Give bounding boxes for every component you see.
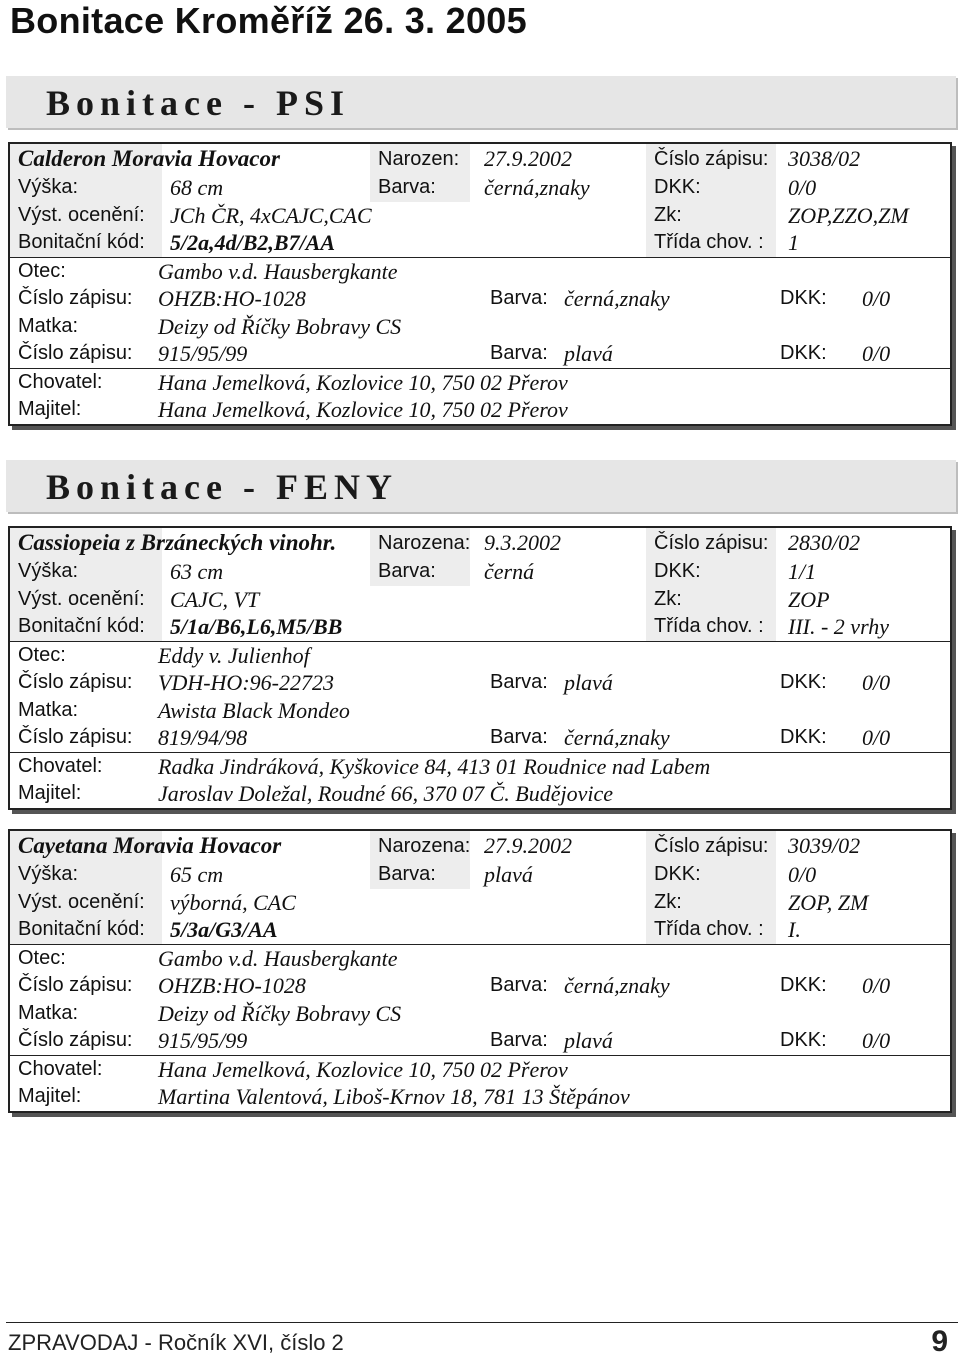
owner-label: Majitel: xyxy=(18,782,82,804)
dog-main-info xyxy=(10,144,950,257)
born-label: Narozen: xyxy=(378,148,460,170)
father-dkk-label: DKK: xyxy=(780,671,827,693)
father-color-label: Barva: xyxy=(490,671,548,693)
class-value: III. - 2 vrhy xyxy=(788,614,889,639)
dog-name: Calderon Moravia Hovacor xyxy=(18,146,280,171)
color-label: Barva: xyxy=(378,863,436,885)
code-value: 5/1a/B6,L6,M5/BB xyxy=(170,614,343,639)
dog-parents xyxy=(10,944,950,1055)
class-label: Třída chov. : xyxy=(654,615,764,637)
breeder-label: Chovatel: xyxy=(18,370,103,393)
father-dkk-value: 0/0 xyxy=(862,286,891,311)
mother-dkk-label: DKK: xyxy=(780,1029,827,1051)
awards-value: JCh ČR, 4xCAJC,CAC xyxy=(170,202,372,228)
mother-dkk-value: 0/0 xyxy=(862,341,891,366)
section-heading-males xyxy=(6,76,956,128)
reg-value: 3038/02 xyxy=(788,146,861,171)
dog-owners xyxy=(10,1055,950,1111)
footer-divider xyxy=(6,1322,958,1323)
height-label: Výška: xyxy=(18,176,79,198)
father-reg-value: VDH-HO:96-22723 xyxy=(158,670,334,695)
mother-value: Deizy od Říčky Bobravy CS xyxy=(158,1000,402,1026)
father-value: Gambo v.d. Hausbergkante xyxy=(158,258,398,284)
breeder-value: Hana Jemelková, Kozlovice 10, 750 02 Přerov xyxy=(158,1056,568,1082)
mother-reg-value: 915/95/99 xyxy=(158,341,248,366)
breeder-value: Hana Jemelková, Kozlovice 10, 750 02 Přerov xyxy=(158,369,568,395)
code-label: Bonitační kód: xyxy=(18,615,145,637)
height-label: Výška: xyxy=(18,560,79,582)
dkk-value: 0/0 xyxy=(788,862,817,887)
born-value: 27.9.2002 xyxy=(484,833,572,858)
height-label: Výška: xyxy=(18,863,79,885)
mother-label: Matka: xyxy=(18,698,79,721)
reg-value: 2830/02 xyxy=(788,530,861,555)
zk-label: Zk: xyxy=(654,587,682,610)
color-value: plavá xyxy=(484,862,533,887)
footer-publication: ZPRAVODAJ - Ročník XVI, číslo 2 xyxy=(8,1330,344,1355)
father-color-value: plavá xyxy=(564,670,613,695)
father-label: Otec: xyxy=(18,259,66,282)
born-label: Narozena: xyxy=(378,835,471,857)
breeder-value: Radka Jindráková, Kyškovice 84, 413 01 Roudnice nad Labem xyxy=(158,753,711,779)
father-reg-label: Číslo zápisu: xyxy=(18,287,133,309)
height-value: 68 cm xyxy=(170,175,224,200)
zk-label: Zk: xyxy=(654,890,682,913)
mother-reg-label: Číslo zápisu: xyxy=(18,342,133,364)
father-label: Otec: xyxy=(18,946,66,969)
code-value: 5/2a,4d/B2,B7/AA xyxy=(170,230,336,255)
color-value: černá,znaky xyxy=(484,175,590,200)
mother-dkk-value: 0/0 xyxy=(862,1028,891,1053)
father-color-value: černá,znaky xyxy=(564,286,670,311)
dkk-label: DKK: xyxy=(654,863,701,885)
dog-parents xyxy=(10,257,950,368)
father-dkk-label: DKK: xyxy=(780,287,827,309)
code-label: Bonitační kód: xyxy=(18,231,145,253)
mother-reg-value: 819/94/98 xyxy=(158,725,248,750)
mother-label: Matka: xyxy=(18,314,79,337)
dog-name: Cayetana Moravia Hovacor xyxy=(18,833,282,858)
awards-label: Výst. ocenění: xyxy=(18,587,145,610)
dog-card xyxy=(8,142,952,426)
dog-card xyxy=(8,829,952,1113)
mother-reg-label: Číslo zápisu: xyxy=(18,1029,133,1051)
height-value: 63 cm xyxy=(170,559,224,584)
class-value: 1 xyxy=(788,230,799,255)
mother-color-label: Barva: xyxy=(490,342,548,364)
born-value: 27.9.2002 xyxy=(484,146,572,171)
father-reg-value: OHZB:HO-1028 xyxy=(158,973,306,998)
reg-label: Číslo zápisu: xyxy=(654,835,769,857)
zk-value: ZOP,ZZO,ZM xyxy=(788,202,909,228)
section-heading-text: Bonitace - PSI xyxy=(46,83,350,123)
code-label: Bonitační kód: xyxy=(18,918,145,940)
mother-dkk-value: 0/0 xyxy=(862,725,891,750)
zk-value: ZOP xyxy=(788,586,830,612)
class-label: Třída chov. : xyxy=(654,918,764,940)
dog-name: Cassiopeia z Brzáneckých vinohr. xyxy=(18,530,337,555)
mother-color-value: plavá xyxy=(564,341,613,366)
father-color-value: černá,znaky xyxy=(564,973,670,998)
owner-label: Majitel: xyxy=(18,398,82,420)
class-value: I. xyxy=(788,917,801,942)
awards-value: CAJC, VT xyxy=(170,586,260,612)
reg-label: Číslo zápisu: xyxy=(654,532,769,554)
mother-color-label: Barva: xyxy=(490,726,548,748)
color-label: Barva: xyxy=(378,176,436,198)
dog-main-info xyxy=(10,528,950,641)
section-heading-text: Bonitace - FENY xyxy=(46,467,398,507)
mother-value: Deizy od Říčky Bobravy CS xyxy=(158,313,402,339)
father-reg-label: Číslo zápisu: xyxy=(18,671,133,693)
mother-color-value: černá,znaky xyxy=(564,725,670,750)
mother-value: Awista Black Mondeo xyxy=(158,697,350,723)
breeder-label: Chovatel: xyxy=(18,1057,103,1080)
father-dkk-label: DKK: xyxy=(780,974,827,996)
color-label: Barva: xyxy=(378,560,436,582)
father-dkk-value: 0/0 xyxy=(862,670,891,695)
dkk-value: 1/1 xyxy=(788,559,817,584)
mother-label: Matka: xyxy=(18,1001,79,1024)
reg-value: 3039/02 xyxy=(788,833,861,858)
dog-parents xyxy=(10,641,950,752)
section-heading-females xyxy=(6,460,956,512)
mother-reg-value: 915/95/99 xyxy=(158,1028,248,1053)
owner-value: Martina Valentová, Liboš-Krnov 18, 781 13 Štěpánov xyxy=(158,1084,630,1109)
dog-owners xyxy=(10,368,950,424)
dkk-label: DKK: xyxy=(654,176,701,198)
awards-value: výborná, CAC xyxy=(170,889,296,915)
color-value: černá xyxy=(484,559,535,584)
dkk-value: 0/0 xyxy=(788,175,817,200)
mother-dkk-label: DKK: xyxy=(780,342,827,364)
height-value: 65 cm xyxy=(170,862,224,887)
mother-color-label: Barva: xyxy=(490,1029,548,1051)
zk-value: ZOP, ZM xyxy=(788,889,869,915)
father-value: Eddy v. Julienhof xyxy=(158,642,310,668)
awards-label: Výst. ocenění: xyxy=(18,890,145,913)
born-value: 9.3.2002 xyxy=(484,530,561,555)
dog-main-info xyxy=(10,831,950,944)
page-number: 9 xyxy=(931,1325,948,1358)
dog-owners xyxy=(10,752,950,808)
code-value: 5/3a/G3/AA xyxy=(170,917,278,942)
dog-card xyxy=(8,526,952,810)
mother-color-value: plavá xyxy=(564,1028,613,1053)
mother-reg-label: Číslo zápisu: xyxy=(18,726,133,748)
father-reg-label: Číslo zápisu: xyxy=(18,974,133,996)
father-reg-value: OHZB:HO-1028 xyxy=(158,286,306,311)
zk-label: Zk: xyxy=(654,203,682,226)
dkk-label: DKK: xyxy=(654,560,701,582)
father-dkk-value: 0/0 xyxy=(862,973,891,998)
father-label: Otec: xyxy=(18,643,66,666)
owner-value: Jaroslav Doležal, Roudné 66, 370 07 Č. Budějovice xyxy=(158,781,613,806)
breeder-label: Chovatel: xyxy=(18,754,103,777)
father-color-label: Barva: xyxy=(490,287,548,309)
born-label: Narozena: xyxy=(378,532,471,554)
awards-label: Výst. ocenění: xyxy=(18,203,145,226)
owner-value: Hana Jemelková, Kozlovice 10, 750 02 Přerov xyxy=(158,397,568,422)
father-value: Gambo v.d. Hausbergkante xyxy=(158,945,398,971)
owner-label: Majitel: xyxy=(18,1085,82,1107)
class-label: Třída chov. : xyxy=(654,231,764,253)
reg-label: Číslo zápisu: xyxy=(654,148,769,170)
page-title: Bonitace Kroměříž 26. 3. 2005 xyxy=(10,0,527,41)
mother-dkk-label: DKK: xyxy=(780,726,827,748)
father-color-label: Barva: xyxy=(490,974,548,996)
